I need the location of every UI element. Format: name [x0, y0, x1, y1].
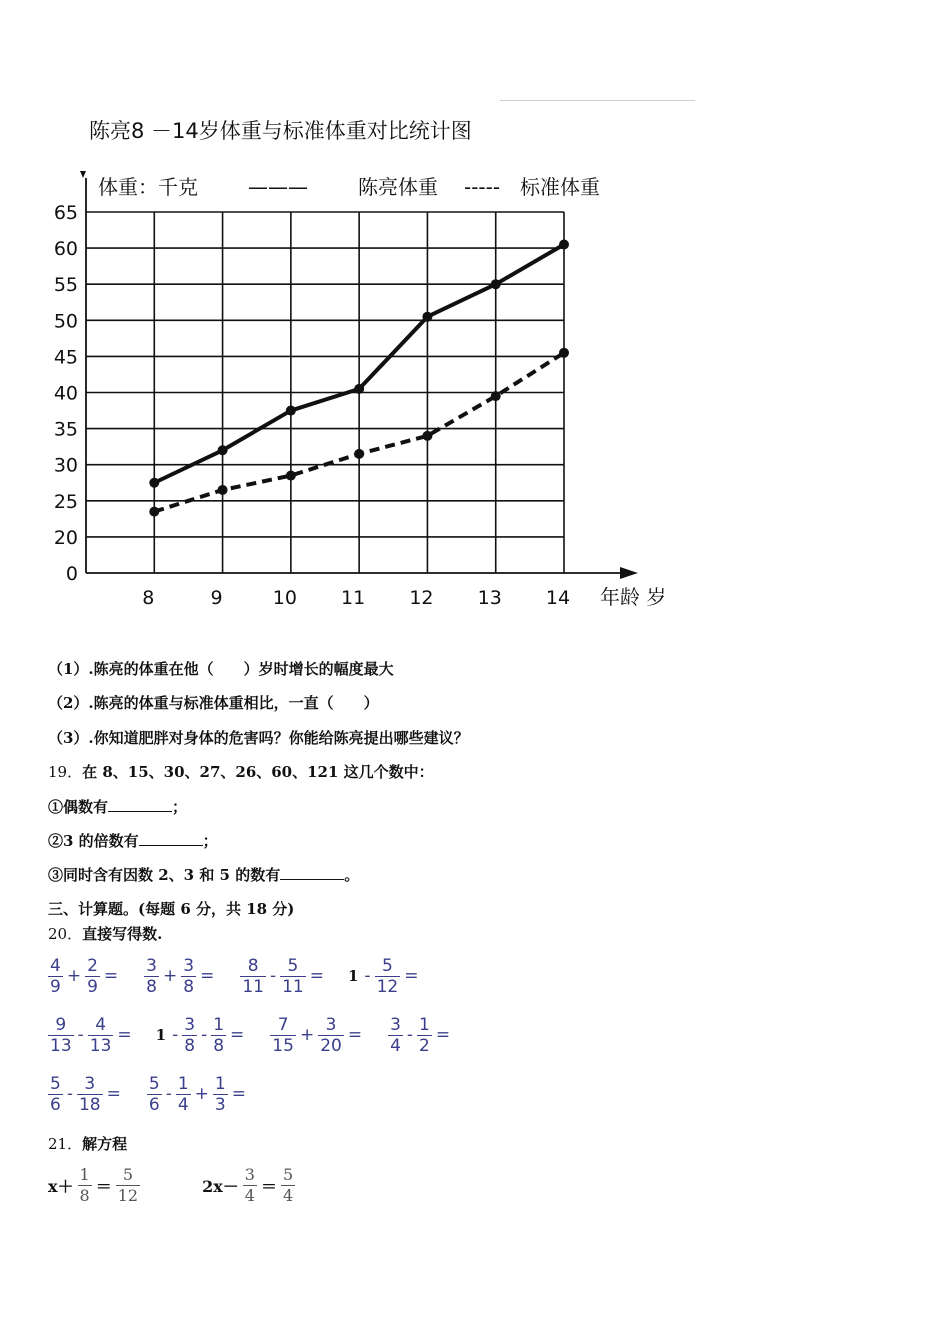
- legend-solid-sample: ———: [248, 175, 308, 199]
- y-tick-label: 40: [53, 382, 78, 405]
- problem-19-number: 19．: [48, 763, 83, 781]
- y-tick-label: 60: [53, 238, 78, 261]
- problem-19-b-end: ；: [202, 832, 218, 850]
- legend-dashed-sample: -----: [464, 175, 501, 199]
- answer-blank[interactable]: [139, 831, 203, 846]
- calc-row-1: [46, 953, 442, 999]
- legend-label-standard: 标准体重: [520, 175, 600, 199]
- problem-21-text: 解方程: [82, 1135, 128, 1153]
- data-point-actual: [218, 445, 228, 455]
- x-axis-label: 年龄 岁: [600, 585, 667, 609]
- problem-19-a-end: ；: [172, 798, 188, 816]
- top-rule: [500, 100, 695, 101]
- y-tick-label: 45: [53, 346, 78, 369]
- data-point-actual: [422, 312, 432, 322]
- y-axis-label: 体重：千克: [98, 175, 198, 199]
- x-axis-arrow: [620, 567, 638, 579]
- x-tick-label: 13: [477, 587, 502, 609]
- calc-expression: $\frac{3}{4}$ - $\frac{1}{2}$ =: [390, 1014, 451, 1056]
- x-tick-label: 9: [210, 587, 223, 609]
- calc-expression: $\frac{3}{8}$ + $\frac{3}{8}$ =: [146, 955, 215, 997]
- calc-expression: $\frac{7}{15}$ + $\frac{3}{20}$ =: [272, 1014, 363, 1056]
- calc-expression: $\frac{5}{6}$ - $\frac{3}{18}$ =: [50, 1073, 121, 1115]
- data-point-standard: [286, 471, 296, 481]
- section-3-heading: 三、计算题。(每题 6 分，共 18 分): [48, 900, 295, 918]
- calc-expression: 1 - $\frac{5}{12}$ =: [347, 955, 419, 997]
- calc-expression: $\frac{5}{6}$ - $\frac{1}{4}$ + $\frac{1}{3}$ =: [148, 1073, 246, 1115]
- y-tick-label: 50: [53, 310, 78, 333]
- x-tick-label: 14: [545, 587, 571, 609]
- question-1: （1）.陈亮的体重在他（ ）岁时增长的幅度最大: [48, 660, 394, 678]
- y-axis-arrow: [80, 171, 86, 178]
- problem-19-a: [48, 796, 187, 817]
- equation: x＋ $\frac{1}{8}$ ＝ $\frac{5}{12}$: [48, 1165, 139, 1205]
- legend-label-actual: 陈亮体重: [358, 175, 438, 199]
- problem-21-head: [48, 1133, 127, 1154]
- calc-expression: $\frac{4}{9}$ + $\frac{2}{9}$ =: [50, 955, 119, 997]
- x-tick-label: 12: [409, 587, 434, 609]
- data-point-actual: [559, 239, 569, 249]
- problem-19-head: [48, 761, 434, 782]
- data-point-standard: [422, 431, 432, 441]
- problem-20-number: 20．: [48, 925, 83, 943]
- x-tick-label: 10: [272, 587, 297, 609]
- data-point-actual: [149, 478, 159, 488]
- problem-19-text: 在 8、15、30、27、26、60、121 这几个数中：: [82, 763, 434, 781]
- x-tick-label: 11: [341, 587, 366, 609]
- data-point-actual: [286, 406, 296, 416]
- x-tick-label: 8: [142, 587, 155, 609]
- calc-row-3: [46, 1071, 270, 1117]
- y-tick-label: 65: [53, 202, 78, 224]
- equation: 2x－ $\frac{3}{4}$ ＝ $\frac{5}{4}$: [202, 1165, 294, 1205]
- data-point-standard: [149, 507, 159, 517]
- equations-row: [46, 1165, 355, 1206]
- calc-expression: $\frac{8}{11}$ - $\frac{5}{11}$ =: [242, 955, 324, 997]
- y-tick-label: 25: [53, 490, 78, 513]
- y-tick-label: 35: [53, 418, 78, 441]
- problem-19-c-text: ③同时含有因数 2、3 和 5 的数有: [48, 866, 281, 884]
- problem-20-head: [48, 923, 162, 944]
- y-tick-label: 55: [53, 274, 78, 297]
- question-2: （2）.陈亮的体重与标准体重相比，一直（ ）: [48, 694, 379, 712]
- line-chart: [40, 108, 700, 618]
- problem-19-c: [48, 864, 359, 885]
- question-3: （3）.你知道肥胖对身体的危害吗？你能给陈亮提出哪些建议？: [48, 729, 469, 747]
- problem-19-a-text: ①偶数有: [48, 798, 109, 816]
- calc-row-2: [46, 1012, 474, 1058]
- chart-title: 陈亮8 －14岁体重与标准体重对比统计图: [89, 119, 472, 143]
- data-point-standard: [559, 348, 569, 358]
- calc-expression: 1 - $\frac{3}{8}$ - $\frac{1}{8}$ =: [155, 1014, 245, 1056]
- answer-blank[interactable]: [280, 865, 344, 880]
- answer-blank[interactable]: [108, 797, 172, 812]
- calc-expression: $\frac{9}{13}$ - $\frac{4}{13}$ =: [50, 1014, 132, 1056]
- y-tick-label: 0: [65, 563, 78, 585]
- y-tick-label: 30: [53, 454, 78, 477]
- problem-19-b-text: ②3 的倍数有: [48, 832, 139, 850]
- data-point-standard: [218, 485, 228, 495]
- problem-21-number: 21．: [48, 1135, 83, 1153]
- data-point-standard: [354, 449, 364, 459]
- problem-19-b: [48, 830, 218, 851]
- y-tick-label: 20: [53, 526, 78, 549]
- problem-20-text: 直接写得数.: [82, 925, 163, 943]
- problem-19-c-end: 。: [344, 866, 360, 884]
- data-point-actual: [491, 279, 501, 289]
- data-point-standard: [491, 391, 501, 401]
- data-point-actual: [354, 384, 364, 394]
